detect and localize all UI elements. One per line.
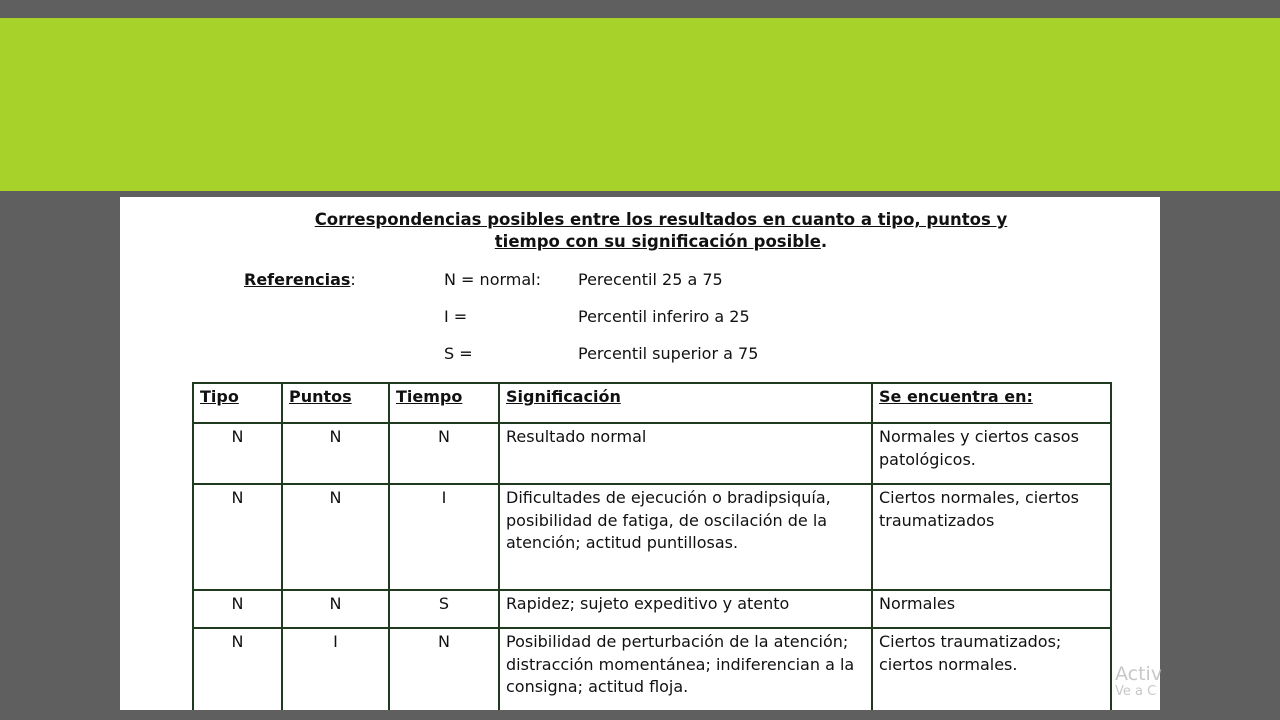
header-tipo: Tipo <box>193 383 282 423</box>
reference-code-inferior: I = <box>444 307 468 326</box>
watermark-line-2: Ve a C <box>1115 684 1157 699</box>
document-title <box>120 209 1160 253</box>
header-significacion: Significación <box>499 383 872 423</box>
cell-puntos: N <box>282 423 389 484</box>
cell-tipo: N <box>193 628 282 710</box>
cell-tiempo: N <box>389 423 499 484</box>
cell-se-encuentra: Ciertos normales, ciertos traumatizados <box>872 484 1111 590</box>
reference-code-superior: S = <box>444 344 473 363</box>
header-banner <box>0 18 1280 191</box>
activation-watermark <box>1115 663 1162 699</box>
header-se-encuentra: Se encuentra en: <box>872 383 1111 423</box>
results-table <box>192 382 1112 710</box>
table-row <box>193 423 1111 484</box>
cell-tiempo: S <box>389 590 499 628</box>
cell-tipo: N <box>193 590 282 628</box>
cell-tiempo: N <box>389 628 499 710</box>
cell-tipo: N <box>193 423 282 484</box>
title-line-2: tiempo con su significación posible <box>494 232 821 251</box>
document-page <box>120 197 1163 710</box>
reference-desc-inferior: Percentil inferiro a 25 <box>578 307 750 326</box>
cell-significacion: Dificultades de ejecución o bradipsiquía, posibilidad de fatiga, de oscilación de la atención; actitud puntillosas. <box>499 484 872 590</box>
cell-significacion: Rapidez; sujeto expeditivo y atento <box>499 590 872 628</box>
cell-significacion: Posibilidad de perturbación de la atención; distracción momentánea; indiferencian a la consigna; actitud floja. <box>499 628 872 710</box>
cell-tiempo: I <box>389 484 499 590</box>
reference-desc-normal: Perecentil 25 a 75 <box>578 270 723 289</box>
table-header-row <box>193 383 1111 423</box>
references-label: Referencias: <box>244 270 356 289</box>
cell-significacion: Resultado normal <box>499 423 872 484</box>
header-tiempo: Tiempo <box>389 383 499 423</box>
header-puntos: Puntos <box>282 383 389 423</box>
table-row <box>193 590 1111 628</box>
reference-code-normal: N = normal: <box>444 270 541 289</box>
table-row <box>193 628 1111 710</box>
cell-se-encuentra: Normales y ciertos casos patológicos. <box>872 423 1111 484</box>
cell-puntos: N <box>282 590 389 628</box>
reference-desc-superior: Percentil superior a 75 <box>578 344 759 363</box>
cell-se-encuentra: Normales <box>872 590 1111 628</box>
watermark-line-1: Activ <box>1115 663 1163 685</box>
cell-tipo: N <box>193 484 282 590</box>
title-line-1: Correspondencias posibles entre los resultados en cuanto a tipo, puntos y <box>314 210 1008 229</box>
cell-se-encuentra: Ciertos traumatizados; ciertos normales. <box>872 628 1111 710</box>
table-row <box>193 484 1111 590</box>
cell-puntos: N <box>282 484 389 590</box>
title-period: . <box>820 232 828 251</box>
cell-puntos: I <box>282 628 389 710</box>
